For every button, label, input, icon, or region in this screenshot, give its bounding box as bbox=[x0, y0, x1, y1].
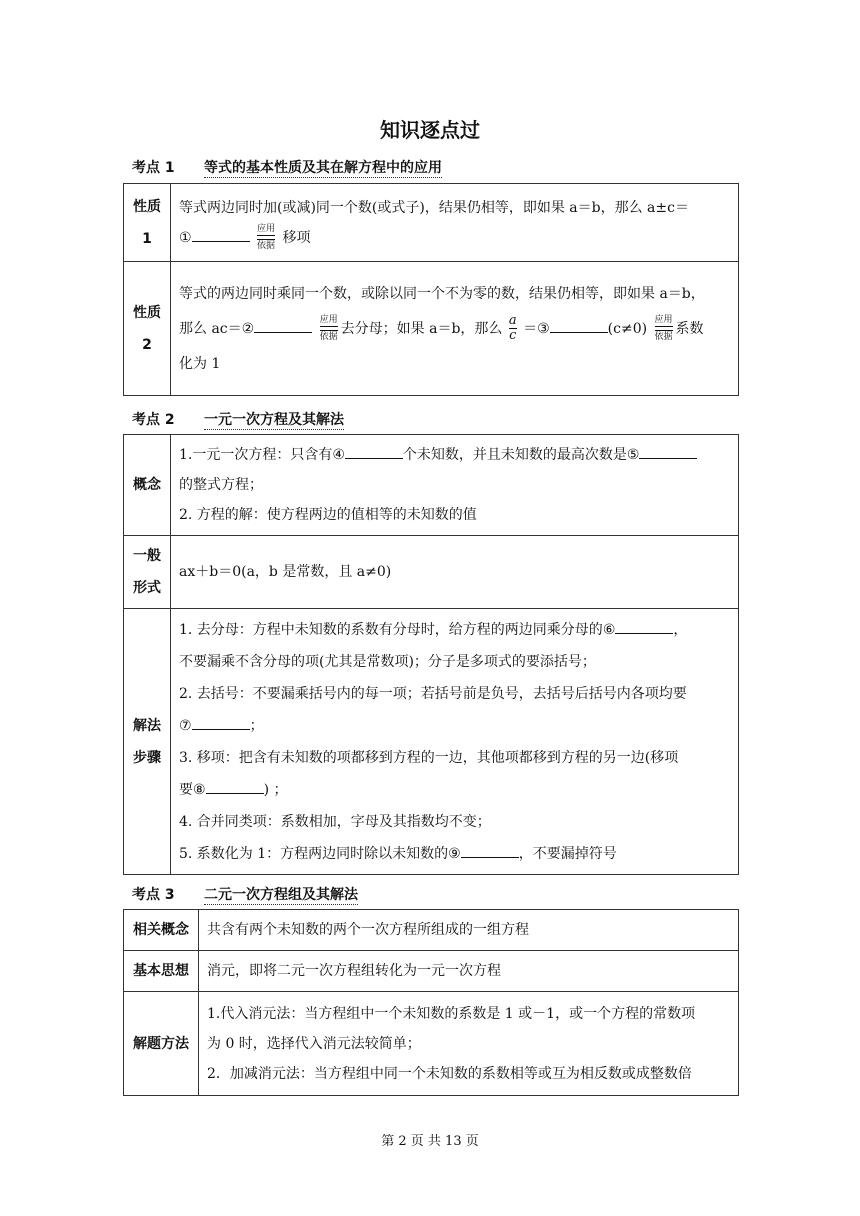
row-content bbox=[199, 992, 739, 1096]
text-line: 3. 移项：把含有未知数的项都移到方程的一边，其他项都移到方程的另一边(移项 bbox=[179, 749, 679, 766]
table-row bbox=[124, 262, 739, 396]
row-content bbox=[171, 184, 739, 262]
section-heading-3 bbox=[132, 884, 358, 904]
row-content bbox=[171, 536, 739, 609]
table-row bbox=[124, 609, 739, 875]
section-label: 考点 1 bbox=[132, 160, 175, 176]
text-line: 化为 1 bbox=[179, 355, 221, 372]
text-line: 为 0 时，选择代入消元法较简单； bbox=[207, 1035, 421, 1052]
text-line: 1.代入消元法：当方程组中一个未知数的系数是 1 或－1，或一个方程的常数项 bbox=[207, 1005, 696, 1022]
fill-blank bbox=[461, 843, 519, 858]
fill-blank bbox=[550, 318, 608, 333]
row-content bbox=[171, 262, 739, 396]
blank-marker: ② bbox=[241, 320, 255, 337]
double-arrow-icon: 应用 依据 bbox=[319, 315, 338, 342]
text-line bbox=[179, 223, 730, 253]
blank-marker: ⑤ bbox=[626, 447, 640, 463]
blank-marker: ① bbox=[179, 229, 192, 246]
table-linear-system bbox=[123, 909, 739, 1096]
text-line: 的整式方程； bbox=[179, 477, 263, 493]
section-label: 考点 2 bbox=[132, 412, 175, 428]
page-title: 知识逐点过 bbox=[380, 118, 480, 142]
section-name: 二元一次方程组及其解法 bbox=[204, 887, 358, 903]
table-row bbox=[124, 910, 739, 951]
table-linear-equation bbox=[123, 434, 739, 875]
text-line: 5. 系数化为 1：方程两边同时除以未知数的⑨ ，不要漏掉符号 bbox=[179, 838, 730, 870]
text-line: 1.一元一次方程：只含有④ 个未知数，并且未知数的最高次数是⑤ bbox=[179, 440, 730, 470]
blank-marker: ⑨ bbox=[448, 845, 461, 862]
table-row bbox=[124, 435, 739, 536]
table-row bbox=[124, 951, 739, 992]
page-footer: 第 2 页 共 13 页 bbox=[381, 1134, 479, 1149]
row-header: 性质 1 bbox=[124, 184, 171, 262]
fill-blank bbox=[192, 715, 250, 730]
section-name: 一元一次方程及其解法 bbox=[204, 412, 344, 428]
text-line: 4. 合并同类项：系数相加，字母及其指数均不变； bbox=[179, 813, 491, 830]
fill-blank bbox=[615, 619, 673, 634]
text-line: 等式的两边同时乘同一个数，或除以同一个不为零的数，结果仍相等，即如果 a＝b， bbox=[179, 285, 705, 302]
text-line: 2. 去括号：不要漏乘括号内的每一项；若括号前是负号，去括号后括号内各项均要 bbox=[179, 685, 687, 702]
row-header: 一般 形式 bbox=[124, 536, 171, 609]
text-line: 2. 方程的解：使方程两边的值相等的未知数的值 bbox=[179, 507, 477, 523]
text-line: 1. 去分母：方程中未知数的系数有分母时，给方程的两边同乘分母的⑥ ， bbox=[179, 614, 730, 646]
row-header: 解题方法 bbox=[124, 992, 199, 1096]
text-line: 要⑧ ) ； bbox=[179, 774, 730, 806]
blank-marker: ⑧ bbox=[193, 781, 206, 798]
blank-marker: ④ bbox=[332, 447, 345, 463]
text-line: 那么 ac＝② 应用 依据去分母；如果 a＝b，那么 $\frac{a}{c}$ ＝③ (c≠0) 应用 依据系数 bbox=[179, 313, 704, 343]
row-header: 概念 bbox=[124, 435, 171, 536]
text-fragment: 移项 bbox=[282, 229, 311, 246]
section-label: 考点 3 bbox=[132, 887, 175, 903]
row-content bbox=[171, 435, 739, 536]
section-heading-2 bbox=[132, 409, 344, 429]
table-equation-properties bbox=[123, 183, 739, 396]
text-line: 2．加减消元法：当方程组中同一个未知数的系数相等或互为相反数或成整数倍 bbox=[207, 1065, 692, 1082]
fill-blank bbox=[206, 779, 264, 794]
text-line: 等式两边同时加(或减)同一个数(或式子)，结果仍相等，即如果 a＝b，那么 a±c＝ bbox=[179, 199, 689, 216]
double-arrow-icon: 应用 依据 bbox=[257, 224, 276, 251]
text-line: ⑦ ； bbox=[179, 710, 730, 742]
row-header: 解法 步骤 bbox=[124, 609, 171, 875]
table-row bbox=[124, 992, 739, 1096]
row-header: 基本思想 bbox=[124, 951, 199, 992]
fill-blank bbox=[192, 227, 250, 242]
fill-blank bbox=[639, 444, 697, 459]
section-name: 等式的基本性质及其在解方程中的应用 bbox=[204, 160, 442, 176]
blank-marker: ③ bbox=[537, 320, 550, 337]
text-line: 不要漏乘不含分母的项(尤其是常数项)；分子是多项式的要添括号； bbox=[179, 653, 596, 670]
blank-marker: ⑥ bbox=[602, 621, 616, 638]
general-form: ax＋b＝0(a，b 是常数，且 a≠0) bbox=[179, 564, 392, 580]
double-arrow-icon: 应用 依据 bbox=[654, 315, 673, 342]
blank-marker: ⑦ bbox=[179, 717, 192, 734]
row-header: 性质 2 bbox=[124, 262, 171, 396]
table-row bbox=[124, 184, 739, 262]
fill-blank bbox=[345, 444, 403, 459]
row-content bbox=[171, 609, 739, 875]
fraction: $\frac{a}{c}$ bbox=[508, 313, 517, 343]
row-header: 相关概念 bbox=[124, 910, 199, 951]
row-content: 消元，即将二元一次方程组转化为一元一次方程 bbox=[199, 951, 739, 992]
fill-blank bbox=[254, 318, 312, 333]
row-content: 共含有两个未知数的两个一次方程所组成的一组方程 bbox=[199, 910, 739, 951]
table-row bbox=[124, 536, 739, 609]
section-heading-1 bbox=[132, 157, 442, 177]
